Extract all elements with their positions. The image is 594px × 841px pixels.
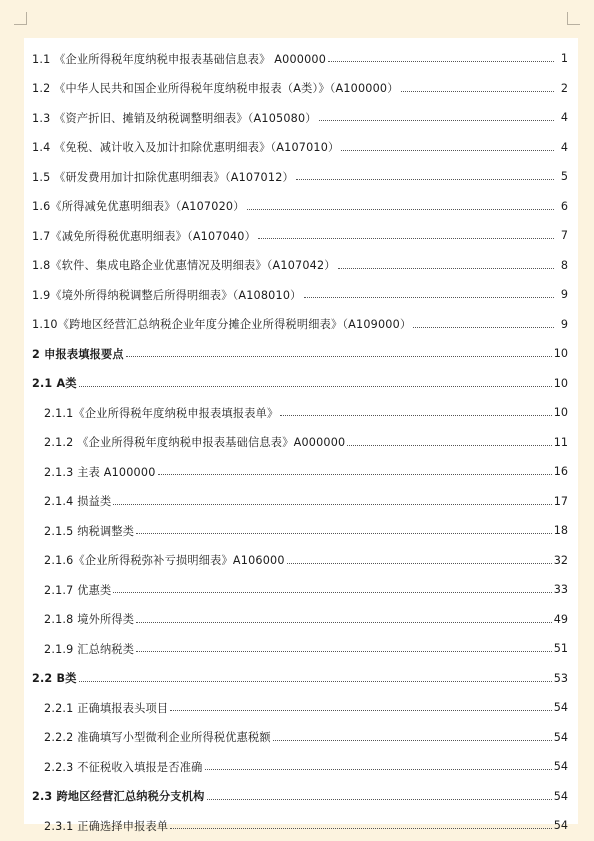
toc-page-number: 53 [553,671,568,685]
toc-entry-title: 2.1.8 境外所得类 [44,613,135,627]
toc-page-number: 33 [553,583,568,597]
toc-entry[interactable] [24,516,578,546]
dot-leader [401,83,554,92]
toc-entry-title: 1.6《所得减免优惠明细表》（A107020） [32,200,245,214]
toc-entry-title: 1.3 《资产折旧、摊销及纳税调整明细表》（A105080） [32,111,317,125]
toc-page-number: 6 [560,199,568,213]
toc-page-number: 54 [553,730,568,744]
table-of-contents [24,44,578,841]
toc-entry[interactable] [24,811,578,841]
document-sheet [24,38,578,833]
toc-page-number: 54 [553,760,568,774]
dot-leader [338,260,554,269]
toc-entry-title: 2 申报表填报要点 [32,347,124,361]
toc-entry-section[interactable] [24,369,578,399]
toc-page-number: 54 [553,789,568,803]
toc-entry-title: 1.10《跨地区经营汇总纳税企业年度分摊企业所得税明细表》（A109000） [32,318,412,332]
toc-entry-title: 1.1 《企业所得税年度纳税申报表基础信息表》 A000000 [32,52,327,66]
toc-entry-title: 2.1.2 《企业所得税年度纳税申报表基础信息表》A000000 [44,436,346,450]
margin-corner-mark-right [567,12,580,25]
toc-page-number: 16 [553,465,568,479]
toc-entry[interactable] [24,74,578,104]
toc-entry[interactable] [24,310,578,340]
toc-entry[interactable] [24,723,578,753]
dot-leader [258,230,554,239]
toc-entry[interactable] [24,752,578,782]
margin-corner-mark-left [14,12,27,25]
toc-entry-title: 2.1.6《企业所得税弥补亏损明细表》A106000 [44,554,285,568]
toc-page-number: 4 [560,140,568,154]
dot-leader [347,437,551,446]
dot-leader [205,761,552,770]
dot-leader [247,201,554,210]
dot-leader [158,466,552,475]
toc-entry[interactable] [24,44,578,74]
toc-entry[interactable] [24,634,578,664]
toc-entry[interactable] [24,162,578,192]
toc-entry-section[interactable] [24,664,578,694]
dot-leader [136,525,552,534]
toc-page-number: 1 [560,52,568,66]
toc-entry[interactable] [24,457,578,487]
toc-page-number: 10 [553,376,568,390]
dot-leader [280,407,551,416]
toc-entry-title: 2.3.1 正确选择申报表单 [44,819,169,833]
toc-entry[interactable] [24,546,578,576]
toc-page-number: 5 [560,170,568,184]
toc-entry[interactable] [24,487,578,517]
dot-leader [273,732,552,741]
toc-entry[interactable] [24,192,578,222]
dot-leader [170,820,551,829]
dot-leader [304,289,554,298]
toc-entry-title: 2.1.9 汇总纳税类 [44,642,135,656]
dot-leader [207,791,552,800]
toc-page-number: 54 [553,701,568,715]
toc-entry-title: 2.1.7 优惠类 [44,583,112,597]
toc-entry-title: 1.5 《研发费用加计扣除优惠明细表》（A107012） [32,170,294,184]
toc-page-number: 8 [560,258,568,272]
toc-entry-title: 1.8《软件、集成电路企业优惠情况及明细表》（A107042） [32,259,336,273]
toc-page-number: 9 [560,317,568,331]
toc-entry-title: 1.4 《免税、减计收入及加计扣除优惠明细表》（A107010） [32,141,340,155]
dot-leader [328,53,554,62]
toc-page-number: 54 [553,819,568,833]
toc-entry-title: 2.2.2 准确填写小型微利企业所得税优惠税额 [44,731,271,745]
toc-entry[interactable] [24,605,578,635]
dot-leader [79,378,552,387]
toc-entry[interactable] [24,398,578,428]
toc-entry-section[interactable] [24,782,578,812]
toc-entry-title: 2.2.1 正确填报表头项目 [44,701,169,715]
toc-entry-title: 2.1.3 主表 A100000 [44,465,156,479]
toc-entry[interactable] [24,575,578,605]
dot-leader [113,584,551,593]
dot-leader [136,643,552,652]
toc-entry-title: 2.1.5 纳税调整类 [44,524,135,538]
toc-page-number: 10 [553,406,568,420]
toc-entry-chapter[interactable] [24,339,578,369]
toc-entry[interactable] [24,693,578,723]
toc-entry-title: 1.7《减免所得税优惠明细表》（A107040） [32,229,256,243]
toc-entry-title: 2.3 跨地区经营汇总纳税分支机构 [32,790,205,804]
toc-entry-title: 1.9《境外所得纳税调整后所得明细表》（A108010） [32,288,302,302]
toc-page-number: 11 [553,435,568,449]
toc-page-number: 7 [560,229,568,243]
toc-page-number: 18 [553,524,568,538]
dot-leader [341,142,554,151]
toc-entry[interactable] [24,221,578,251]
dot-leader [113,496,551,505]
toc-entry[interactable] [24,428,578,458]
dot-leader [413,319,554,328]
dot-leader [79,673,552,682]
toc-page-number: 32 [553,553,568,567]
toc-page-number: 17 [553,494,568,508]
toc-entry-title: 2.2.3 不征税收入填报是否准确 [44,760,203,774]
toc-page-number: 51 [553,642,568,656]
toc-page-number: 2 [560,81,568,95]
dot-leader [126,348,552,357]
dot-leader [287,555,552,564]
toc-page-number: 10 [553,347,568,361]
toc-entry[interactable] [24,251,578,281]
toc-page-number: 49 [553,612,568,626]
toc-entry-title: 2.1 A类 [32,377,77,391]
toc-entry-title: 1.2 《中华人民共和国企业所得税年度纳税申报表（A类）》（A100000） [32,82,399,96]
toc-page-number: 9 [560,288,568,302]
toc-entry-title: 2.1.1《企业所得税年度纳税申报表填报表单》 [44,406,279,420]
dot-leader [296,171,554,180]
dot-leader [170,702,551,711]
toc-entry-title: 2.1.4 损益类 [44,495,112,509]
toc-entry[interactable] [24,133,578,163]
toc-page-number: 4 [560,111,568,125]
toc-entry[interactable] [24,280,578,310]
dot-leader [136,614,552,623]
toc-entry[interactable] [24,103,578,133]
dot-leader [319,112,554,121]
toc-entry-title: 2.2 B类 [32,672,77,686]
